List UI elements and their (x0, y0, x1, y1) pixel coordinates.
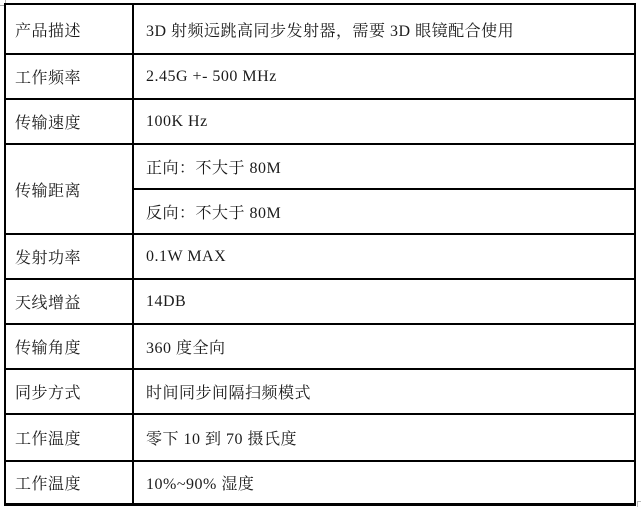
spec-value-operating-temperature: 零下 10 到 70 摄氏度 (133, 414, 635, 461)
spec-label-transmission-speed: 传输速度 (5, 99, 133, 144)
spec-value-product-description: 3D 射频远跳高同步发射器，需要 3D 眼镜配合使用 (133, 4, 635, 54)
table-row (5, 461, 635, 504)
spec-label-sync-mode: 同步方式 (5, 369, 133, 414)
table-row (5, 144, 635, 189)
table-row (5, 279, 635, 324)
table-row (5, 414, 635, 461)
spec-table (4, 3, 636, 506)
table-row (5, 324, 635, 369)
spec-label-antenna-gain: 天线增益 (5, 279, 133, 324)
spec-value-operating-humidity: 10%~90% 湿度 (133, 461, 635, 504)
table-row (5, 234, 635, 279)
spec-value-transmit-power: 0.1W MAX (133, 234, 635, 279)
spec-label-transmit-power: 发射功率 (5, 234, 133, 279)
spec-label-transmission-angle: 传输角度 (5, 324, 133, 369)
table-row (5, 54, 635, 99)
spec-label-operating-temperature: 工作温度 (5, 414, 133, 461)
spec-value-transmission-distance-forward: 正向：不大于 80M (133, 144, 635, 189)
table-resize-handle[interactable] (637, 501, 641, 507)
spec-value-working-frequency: 2.45G +- 500 MHz (133, 54, 635, 99)
spec-value-transmission-distance-reverse: 反向：不大于 80M (133, 189, 635, 234)
spec-value-transmission-angle: 360 度全向 (133, 324, 635, 369)
spec-label-transmission-distance: 传输距离 (5, 144, 133, 234)
table-row (5, 4, 635, 54)
spec-value-antenna-gain: 14DB (133, 279, 635, 324)
spec-label-working-frequency: 工作频率 (5, 54, 133, 99)
spec-label-product-description: 产品描述 (5, 4, 133, 54)
table-row (5, 99, 635, 144)
spec-label-operating-humidity: 工作温度 (5, 461, 133, 504)
table-row (5, 369, 635, 414)
spec-value-sync-mode: 时间同步间隔扫频模式 (133, 369, 635, 414)
spec-value-transmission-speed: 100K Hz (133, 99, 635, 144)
